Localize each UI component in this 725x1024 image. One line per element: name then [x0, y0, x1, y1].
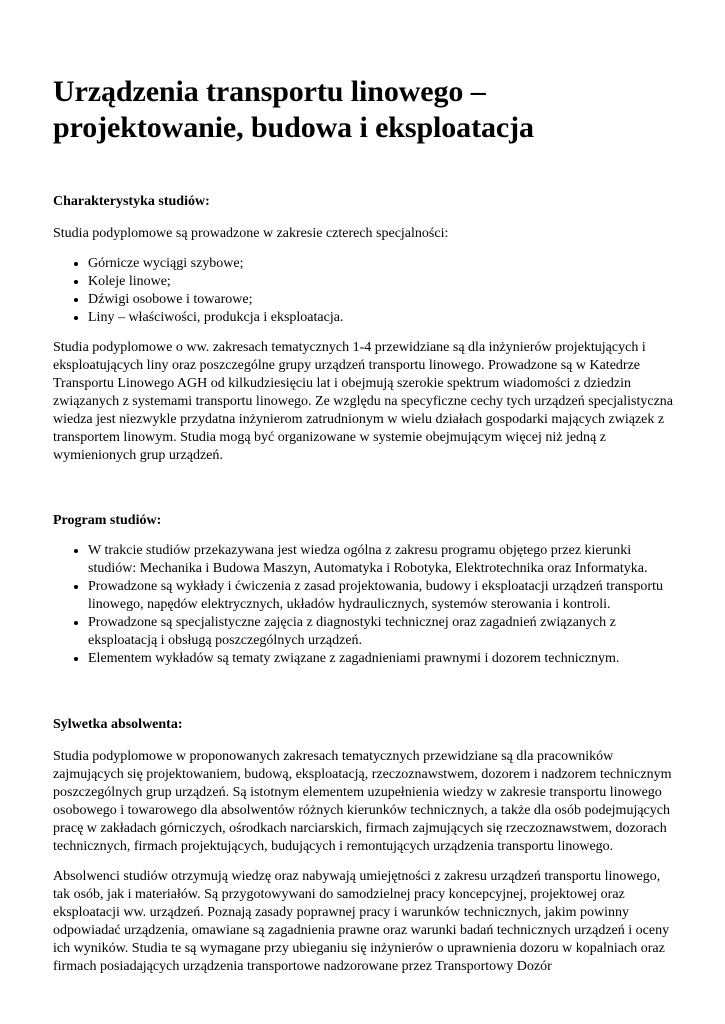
characteristics-paragraph: Studia podyplomowe o ww. zakresach tematycznych 1-4 przewidziane są dla inżynierów projektujących i eksploatujących liny oraz poszczególne grupy urządzeń transportu linowego. Prowadzone są w Katedrze Transportu Linowego AGH od kilkudziesięciu lat i obejmują szerokie spektrum wiadomości z dziedzin związanych z systemami transportu linowego. Ze względu na specyficzne cechy tych urządzeń specjalistyczna wiedza jest niezwykle przydatna inżynierom zatrudnionym w wielu działach gospodarki mających związek z transportem linowym. Studia mogą być organizowane w systemie obejmującym więcej niż jedną z wymienionych grup urządzeń.: [53, 340, 674, 463]
program-heading: Program studiów:: [53, 513, 162, 528]
list-item: • Prowadzone są wykłady i ćwiczenia z zasad projektowania, budowy i eksploatacji urządzeń transportu linowego, napędów elektrycznych, układów hydraulicznych, systemów sterowania i kontroli.: [88, 578, 678, 614]
page-title: Urządzenia transportu linowego – projektowanie, budowa i eksploatacja: [53, 75, 534, 144]
graduate-heading: Sylwetka absolwenta:: [53, 717, 183, 732]
list-item: • Liny – właściwości, produkcja i eksploatacja.: [88, 309, 678, 327]
graduate-paragraph-1: Studia podyplomowe w proponowanych zakresach tematycznych przewidziane są dla pracowników zajmujących się projektowaniem, budową, eksploatacją, rzeczoznawstwem, dozorem i nadzorem technicznym poszczególnych grup urządzeń. Są istotnym elementem uzupełnienia wiedzy w zakresie transportu linowego osobowego i towarowego dla absolwentów różnych kierunków technicznych, a także dla osób podejmujących pracę w zakładach górniczych, ośrodkach narciarskich, firmach zajmujących się rzeczoznawstwem, dozorach technicznych, firmach projektujących, budujących i remontujących urządzenia transportu linowego.: [53, 749, 672, 854]
list-item: • W trakcie studiów przekazywana jest wiedza ogólna z zakresu programu objętego przez kierunki studiów: Mechanika i Budowa Maszyn, Automatyka i Robotyka, Elektrotechnika oraz Informatyka.: [88, 542, 678, 578]
specialties-list: [53, 255, 678, 327]
list-item: • Koleje linowe;: [88, 273, 678, 291]
characteristics-intro: Studia podyplomowe są prowadzone w zakresie czterech specjalności:: [53, 226, 449, 241]
section-graduate: [53, 716, 678, 976]
section-program: [53, 512, 678, 668]
list-item: • Elementem wykładów są tematy związane z zagadnieniami prawnymi i dozorem technicznym.: [88, 650, 678, 668]
section-characteristics: [53, 193, 678, 465]
graduate-paragraph-2: Absolwenci studiów otrzymują wiedzę oraz nabywają umiejętności z zakresu urządzeń transportu linowego, tak osób, jak i materiałów. Są przygotowywani do samodzielnej pracy koncepcyjnej, projektowej oraz eksploatacji ww. urządzeń. Poznają zasady poprawnej pracy i warunków technicznych, jakim powinny odpowiadać urządzenia, omawiane są zagadnienia prawne oraz warunki badań technicznych urządzeń i oceny ich wyników. Studia te są wymagane przy ubieganiu się inżynierów o uprawnienia dozoru w kopalniach oraz firmach posiadających urządzenia transportowe nadzorowane przez Transportowy Dozór: [53, 869, 670, 974]
document-page: [53, 74, 678, 976]
list-item: • Górnicze wyciągi szybowe;: [88, 255, 678, 273]
characteristics-heading: Charakterystyka studiów:: [53, 194, 210, 209]
program-list: [53, 542, 678, 668]
list-item: • Dźwigi osobowe i towarowe;: [88, 291, 678, 309]
list-item: • Prowadzone są specjalistyczne zajęcia z diagnostyki technicznej oraz zagadnień związanych z eksploatacją i obsługą poszczególnych urządzeń.: [88, 614, 678, 650]
